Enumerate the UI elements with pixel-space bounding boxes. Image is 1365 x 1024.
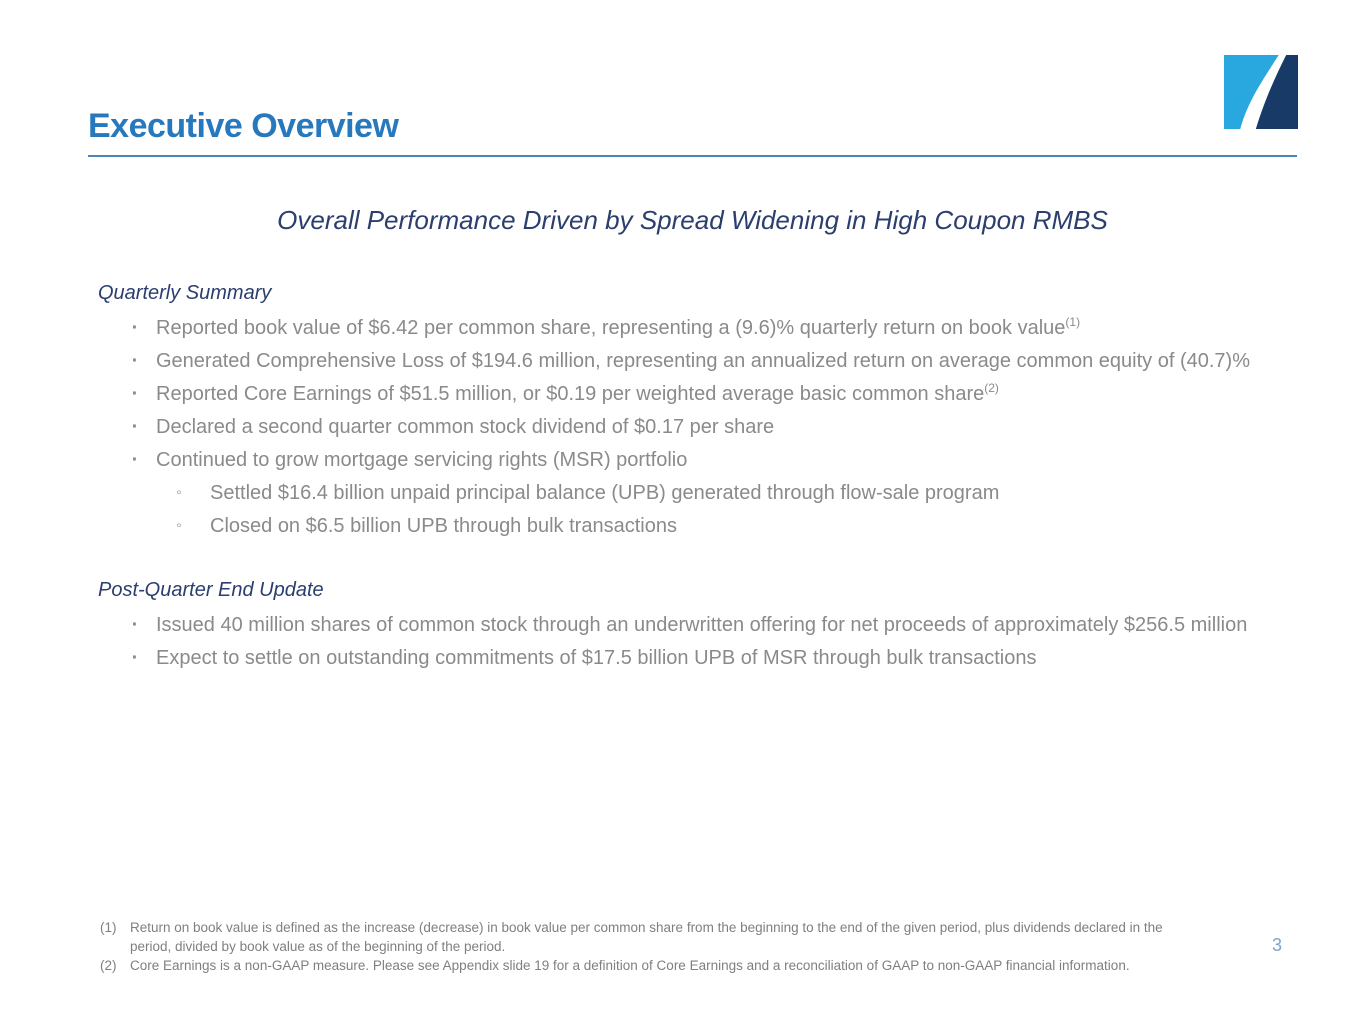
bullet-text: Reported book value of $6.42 per common share, representing a (9.6)% quarterly return on book value$^{(1)}$ [156,315,1081,339]
bullet-text: Expect to settle on outstanding commitments of $17.5 billion UPB of MSR through bulk transactions [156,647,1037,669]
bullet-icon [124,381,146,407]
list-item [88,480,1297,506]
list-item [88,315,1297,341]
list-item [88,513,1297,539]
bullet-icon [124,645,146,671]
footnote-text: Return on book value is defined as the increase (decrease) in book value per common share from the beginning to the end of the given period, plus dividends declared in the period, divided by book value as of the beginning of the period. [130,920,1163,954]
page-number: 3 [1271,935,1282,955]
bullet-text: Issued 40 million shares of common stock through an underwritten offering for net proceeds of approximately $256.5 million [156,614,1248,636]
list-item [88,381,1297,407]
footnote [100,918,1220,956]
list-item [88,414,1297,440]
footnote-marker: (2) [100,958,117,973]
sub-bullet-icon [168,480,190,506]
bullet-text: Generated Comprehensive Loss of $194.6 million, representing an annualized return on average common equity of (40.7)% [156,350,1250,372]
footnote-ref: (1) [1065,315,1081,329]
list-item [88,447,1297,473]
footnote [100,956,1220,975]
bullet-text: Continued to grow mortgage servicing rights (MSR) portfolio [156,449,688,471]
section-heading: Post-Quarter End Update [98,579,324,601]
section-post-quarter-end-update [88,579,1297,671]
bullet-text: Reported Core Earnings of $51.5 million, or $0.19 per weighted average basic common share$^{(2)}$ [156,381,999,405]
page-title: Executive Overview [88,106,399,145]
bullet-icon [124,447,146,473]
footnote-text: Core Earnings is a non-GAAP measure. Please see Appendix slide 19 for a definition of Core Earnings and a reconciliation of GAAP to non-GAAP financial information. [130,958,1130,973]
list-item [88,348,1297,374]
company-logo [1224,55,1298,129]
list-item [88,612,1297,638]
slide-body [88,205,1297,678]
footnote-ref: (2) [984,381,999,395]
bullet-icon [124,414,146,440]
slide-subtitle: Overall Performance Driven by Spread Widening in High Coupon RMBS [277,205,1108,235]
section-heading: Quarterly Summary [98,282,272,304]
bullet-text: Settled $16.4 billion unpaid principal balance (UPB) generated through flow-sale program [210,482,1000,504]
bullet-text: Closed on $6.5 billion UPB through bulk transactions [210,515,677,537]
footnote-marker: (1) [100,920,117,935]
header-divider [88,155,1297,157]
footnotes [100,918,1220,975]
bullet-icon [124,348,146,374]
section-quarterly-summary [88,282,1297,539]
sub-bullet-icon [168,513,190,539]
bullet-icon [124,315,146,341]
bullet-text: Declared a second quarter common stock dividend of $0.17 per share [156,416,775,438]
bullet-icon [124,612,146,638]
list-item [88,645,1297,671]
